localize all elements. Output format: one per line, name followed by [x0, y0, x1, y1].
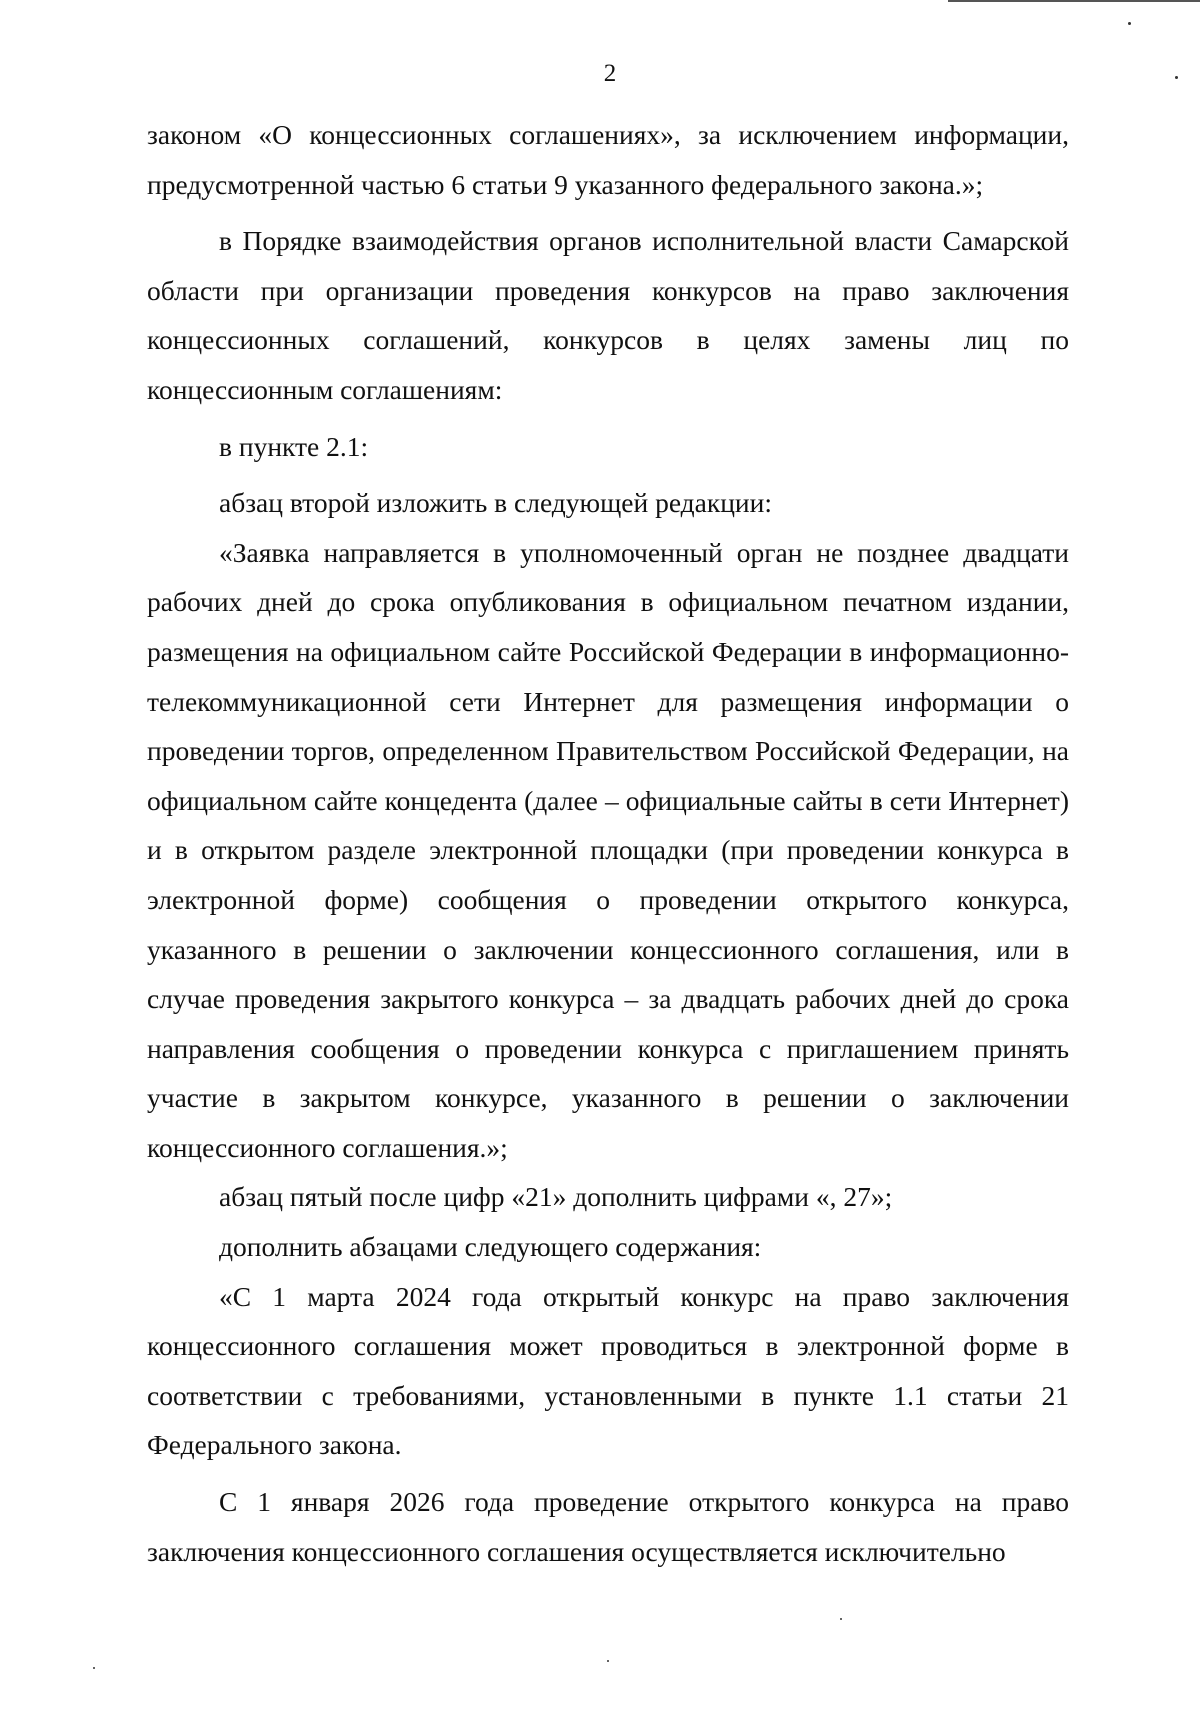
paragraph-procedure: в Порядке взаимодействия органов исполнительной власти Самарской области при организации проведения конкурсов на право заключения концессионных соглашений, конкурсов в целях замены лиц по концессионным соглашениям: — [147, 225, 1069, 405]
paragraph-fifth-abzac: абзац пятый после цифр «21» дополнить цифрами «, 27»; — [219, 1181, 893, 1213]
paragraph-clause-2-1: в пункте 2.1: — [219, 430, 369, 462]
page-number: 2 — [603, 60, 617, 87]
paragraph-second-abzac: абзац второй изложить в следующей редакции: — [219, 487, 773, 519]
paragraph-march-2024: «С 1 марта 2024 года открытый конкурс на право заключения концессионного соглашения может проводиться в электронной форме в соответствии с требованиями, установленными в пункте 1.1 статьи 21 Федерального закона. — [147, 1280, 1069, 1461]
scan-speck — [840, 1618, 842, 1620]
document-body — [147, 110, 1069, 1576]
paragraph-continuation: законом «О концессионных соглашениях», за исключением информации, предусмотренной частью 6 статьи 9 указанного федерального закона.»; — [147, 119, 1069, 200]
scan-speck — [93, 1667, 95, 1669]
paragraph-application-quote: «Заявка направляется в уполномоченный орган не позднее двадцати рабочих дней до срока опубликования в официальном печатном издании, размещения на официальном сайте Российской Федерации в информационно-телекоммуникационной сети Интернет для размещения информации о проведении торгов, определенном Правительством Российской Федерации, на официальном сайте концедента (далее – официальные сайты в сети Интернет) и в открытом разделе электронной площадки (при проведении конкурса в электронной форме) сообщения о проведении открытого конкурса, указанного в решении о заключении концессионного соглашения, или в случае проведения закрытого конкурса – за двадцать рабочих дней до срока направления сообщения о проведении конкурса с приглашением принять участие в закрытом конкурсе, указанного в решении о заключении концессионного соглашения.»; — [147, 536, 1069, 1163]
scan-edge-line — [948, 0, 1200, 2]
paragraph-january-2026: С 1 января 2026 года проведение открытого конкурса на право заключения концессионного соглашения осуществляется исключительно — [147, 1486, 1069, 1567]
paragraph-add-abzacs: дополнить абзацами следующего содержания: — [219, 1231, 762, 1263]
scan-speck — [1128, 22, 1131, 25]
scan-speck — [607, 1660, 609, 1662]
